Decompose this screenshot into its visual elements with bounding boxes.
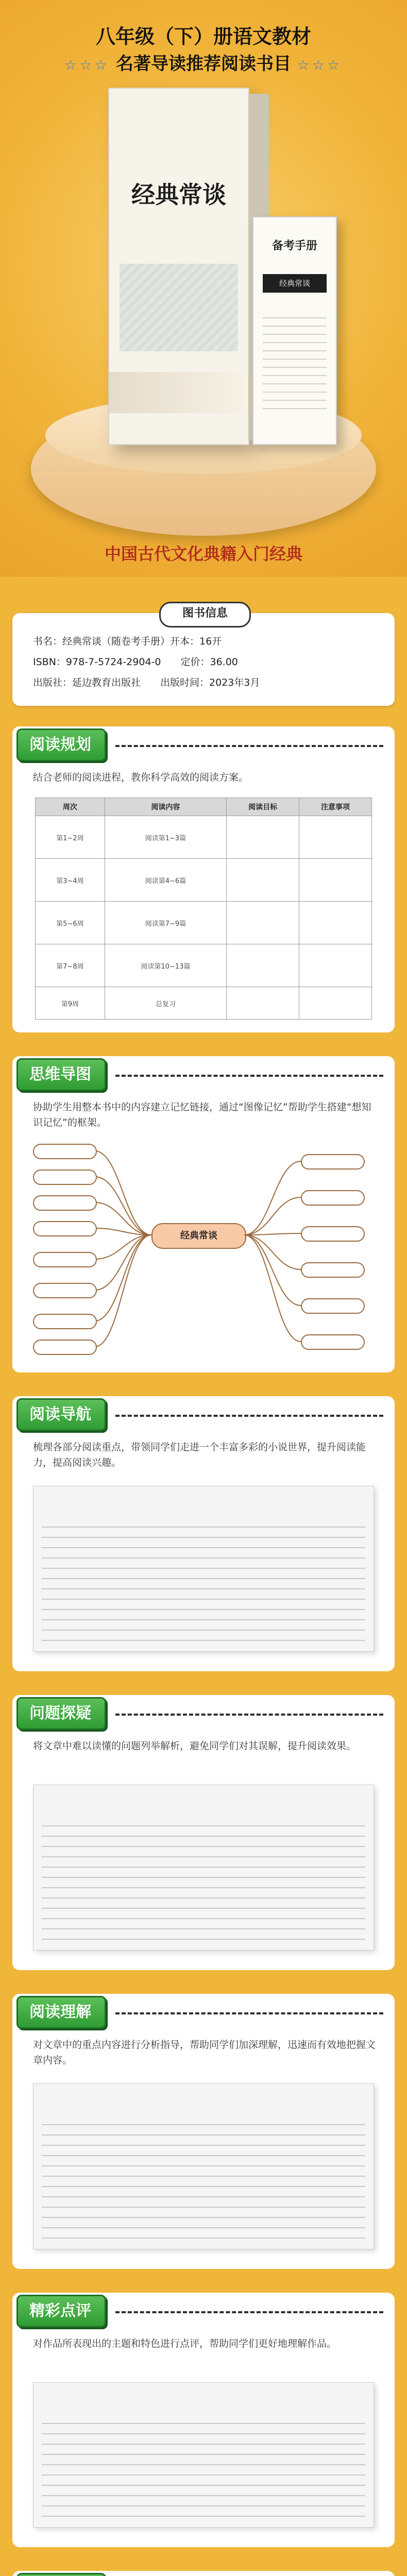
table-row	[36, 859, 372, 902]
section-body-reading-plan	[12, 765, 395, 1032]
companion-title: 备考手册	[272, 239, 317, 252]
book-cover-companion	[252, 216, 337, 445]
info-row-2: ISBN：978-7-5724-2904-0 定价：36.00	[33, 656, 238, 668]
hero-subtitle: 名著导读推荐阅读书目	[116, 54, 291, 74]
book-cover-main	[108, 88, 249, 445]
section-badge: 阅读规划	[16, 728, 106, 761]
section-header-reading-plan	[12, 726, 395, 765]
section-header-review	[12, 2293, 395, 2331]
section-body-comprehension	[12, 2032, 395, 2269]
table-cell	[227, 944, 299, 987]
table-cell: 第1~2周	[36, 816, 105, 859]
hero-banner	[0, 0, 407, 577]
section-desc: 将文章中难以读懂的问题列举解析，避免同学们对其误解，提升阅读效果。	[33, 1740, 357, 1752]
mindmap-node	[33, 1195, 97, 1211]
section-desc: 协助学生用整本书中的内容建立记忆链接，通过“图像记忆”帮助学生搭建“想知识记忆”的框架。	[33, 1101, 371, 1128]
divider	[115, 1415, 383, 1417]
sample-text-lines	[42, 2414, 365, 2517]
sample-page	[33, 2083, 374, 2249]
mindmap-node	[301, 1262, 365, 1278]
section-desc: 结合老师的阅读进程，教你科学高效的阅读方案。	[33, 772, 249, 783]
section-header-thinking	[12, 2571, 395, 2576]
mindmap-node	[33, 1144, 97, 1159]
mindmap-node	[301, 1298, 365, 1314]
table-cell	[299, 816, 372, 859]
star-icon: ☆☆☆	[64, 58, 110, 73]
section-badge: 思维导图	[16, 1058, 106, 1091]
table-cell	[227, 902, 299, 944]
divider	[115, 2012, 383, 2014]
table-header: 阅读内容	[105, 798, 226, 816]
section-header-comprehension	[12, 1994, 395, 2032]
info-row-3: 出版社：延边教育出版社 出版时间：2023年3月	[33, 677, 260, 688]
divider	[115, 2311, 383, 2313]
mindmap-node	[301, 1334, 365, 1350]
section-header-questions	[12, 1695, 395, 1733]
mindmap-node	[301, 1154, 365, 1170]
table-cell: 第5~6周	[36, 902, 105, 944]
divider	[115, 745, 383, 747]
section-body-navigation	[12, 1434, 395, 1671]
table-cell: 第9周	[36, 987, 105, 1020]
companion-band: 经典常谈	[263, 274, 327, 293]
book-title: 经典常谈	[131, 181, 226, 209]
table-cell	[299, 944, 372, 987]
mindmap-center: 经典常谈	[151, 1223, 246, 1249]
hero-title-line1: 八年级（下）册语文教材	[95, 25, 311, 48]
sample-page	[33, 1785, 374, 1951]
table-header: 周次	[36, 798, 105, 816]
table-cell	[299, 902, 372, 944]
table-header: 阅读目标	[227, 798, 299, 816]
mindmap-node	[33, 1314, 97, 1329]
mindmap-node	[33, 1283, 97, 1298]
hero-slogan: 中国古代文化典籍入门经典	[104, 544, 302, 564]
info-card-title: 图书信息	[159, 602, 251, 628]
mindmap-node	[301, 1190, 365, 1206]
sample-text-lines	[42, 2115, 365, 2239]
table-row	[36, 987, 372, 1020]
table-header: 注意事项	[299, 798, 372, 816]
table-cell: 第7~8周	[36, 944, 105, 987]
sample-text-lines	[42, 1816, 365, 1940]
sample-page	[33, 1486, 374, 1652]
companion-text-lines	[263, 310, 327, 413]
mindmap-node	[33, 1252, 97, 1267]
table-cell: 阅读第1~3篇	[105, 816, 226, 859]
table-cell	[227, 987, 299, 1020]
mindmap-node	[33, 1221, 97, 1236]
mindmap-node	[33, 1170, 97, 1185]
section-badge: 阅读导航	[16, 1398, 106, 1431]
section-desc: 梳理各部分阅读重点，带领同学们走进一个丰富多彩的小说世界，提升阅读能力，提高阅读兴趣。	[33, 1442, 366, 1468]
table-cell: 阅读第10~13篇	[105, 944, 226, 987]
section-badge: 阅读理解	[16, 1996, 106, 2029]
table-cell: 阅读第4~6篇	[105, 859, 226, 902]
divider	[115, 1714, 383, 1716]
sample-page	[33, 2382, 374, 2528]
section-badge: 问题探疑	[16, 1697, 106, 1730]
table-row	[36, 816, 372, 859]
table-row	[36, 944, 372, 987]
section-badge	[16, 2573, 106, 2576]
divider	[115, 1075, 383, 1077]
table-cell: 阅读第7~9篇	[105, 902, 226, 944]
info-card	[12, 607, 395, 706]
reading-plan-table	[35, 798, 372, 1020]
mindmap-node	[301, 1226, 365, 1242]
hero-title-line2	[0, 49, 407, 75]
section-header-navigation	[12, 1396, 395, 1434]
table-cell	[227, 816, 299, 859]
section-body-review	[12, 2331, 395, 2547]
table-cell	[299, 859, 372, 902]
table-cell: 总复习	[105, 987, 226, 1020]
book-footer-band	[109, 372, 248, 413]
info-row-1: 书名：经典常谈（随卷考手册）开本：16开	[33, 636, 222, 647]
section-header-mindmap	[12, 1056, 395, 1094]
section-badge: 精彩点评	[16, 2295, 106, 2328]
table-header-row	[36, 798, 372, 816]
table-row	[36, 902, 372, 944]
table-cell	[227, 859, 299, 902]
book-illustration	[120, 264, 238, 351]
section-desc: 对文章中的重点内容进行分析指导，帮助同学们加深理解，迅速而有效地把握文章内容。	[33, 2039, 376, 2066]
star-icon: ☆☆☆	[297, 58, 343, 73]
section-body-questions	[12, 1733, 395, 1970]
section-desc: 对作品所表现出的主题和特色进行点评，帮助同学们更好地理解作品。	[33, 2338, 337, 2349]
sample-text-lines	[42, 1517, 365, 1641]
section-body-mindmap	[12, 1094, 395, 1372]
table-cell	[299, 987, 372, 1020]
table-cell: 第3~4周	[36, 859, 105, 902]
mindmap-node	[33, 1340, 97, 1355]
